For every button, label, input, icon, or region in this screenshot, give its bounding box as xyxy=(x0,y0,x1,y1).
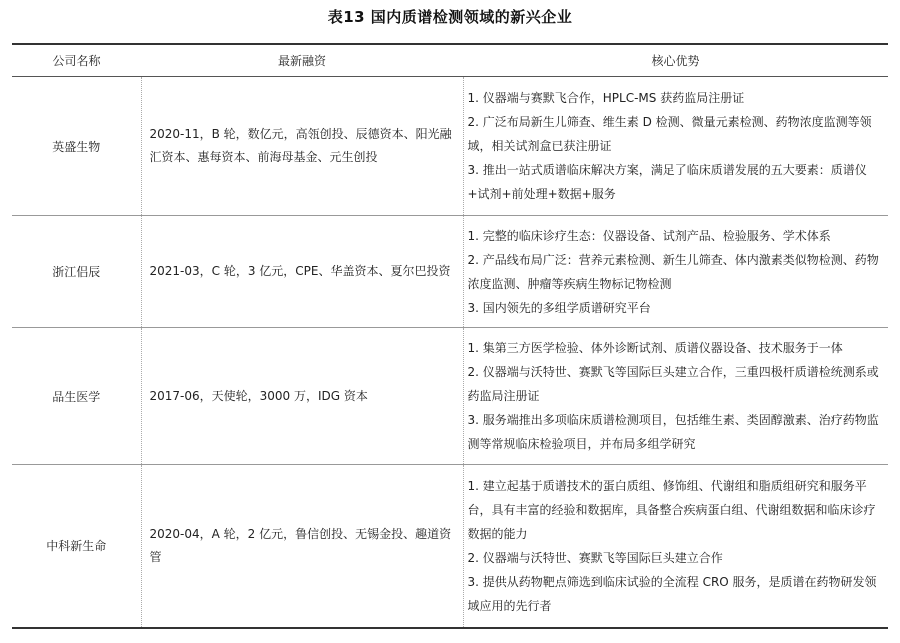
company-name: 浙江侣辰 xyxy=(12,216,141,328)
advantages-cell xyxy=(463,216,888,328)
financing-info: 2017-06，天使轮，3000 万，IDG 资本 xyxy=(141,328,463,465)
financing-info: 2021-03，C 轮，3 亿元，CPE、华盖资本、夏尔巴投资 xyxy=(141,216,463,328)
header-advantage: 核心优势 xyxy=(463,44,888,77)
company-name: 英盛生物 xyxy=(12,77,141,216)
financing-info: 2020-11，B 轮，数亿元，高瓴创投、辰德资本、阳光融汇资本、惠每资本、前海母基金、元生创投 xyxy=(141,77,463,216)
advantages-cell xyxy=(463,465,888,628)
companies-table xyxy=(12,43,888,629)
advantage-item: 3. 提供从药物靶点筛选到临床试验的全流程 CRO 服务，是质谱在药物研发领域应用的先行者 xyxy=(467,574,877,613)
financing-info: 2020-04，A 轮，2 亿元，鲁信创投、无锡金投、趣道资管 xyxy=(141,465,463,628)
advantage-item: 3. 推出一站式质谱临床解决方案，满足了临床质谱发展的五大要素：质谱仪+试剂+前处理+数据+服务 xyxy=(467,163,867,201)
advantages-cell xyxy=(463,77,888,216)
header-company: 公司名称 xyxy=(12,44,141,77)
advantage-item: 3. 服务端推出多项临床质谱检测项目，包括维生素、类固醇激素、治疗药物监测等常规临床检验项目，并布局多组学研究 xyxy=(467,413,879,451)
table-row xyxy=(12,216,888,328)
advantage-item: 2. 广泛布局新生儿筛查、维生素 D 检测、微量元素检测、药物浓度监测等领域，相关试剂盒已获注册证 xyxy=(467,115,872,153)
advantage-item: 2. 产品线布局广泛：营养元素检测、新生儿筛查、体内激素类似物检测、药物浓度监测、肿瘤等疾病生物标记物检测 xyxy=(467,252,879,291)
advantage-item: 2. 仪器端与沃特世、赛默飞等国际巨头建立合作，三重四极杆质谱检统测系或药监局注册证 xyxy=(467,365,879,403)
table-header-row xyxy=(12,44,888,77)
table-row xyxy=(12,77,888,216)
table-title: 表13 国内质谱检测领域的新兴企业 xyxy=(327,8,573,26)
table-row xyxy=(12,465,888,628)
table-row xyxy=(12,328,888,465)
advantage-item: 3. 国内领先的多组学质谱研究平台 xyxy=(467,300,651,315)
advantages-cell xyxy=(463,328,888,465)
company-name: 品生医学 xyxy=(12,328,141,465)
header-financing: 最新融资 xyxy=(141,44,463,77)
advantage-item: 1. 完整的临床诊疗生态：仪器设备、试剂产品、检验服务、学术体系 xyxy=(467,228,831,243)
advantage-item: 1. 仪器端与赛默飞合作，HPLC-MS 获药监局注册证 xyxy=(467,91,745,105)
advantage-item: 2. 仪器端与沃特世、赛默飞等国际巨头建立合作 xyxy=(467,550,723,565)
advantage-item: 1. 建立起基于质谱技术的蛋白质组、修饰组、代谢组和脂质组研究和服务平台，具有丰富的经验和数据库，具备整合疾病蛋白组、代谢组数据和临床诊疗数据的能力 xyxy=(467,478,876,541)
company-name: 中科新生命 xyxy=(12,465,141,628)
advantage-item: 1. 集第三方医学检验、体外诊断试剂、质谱仪器设备、技术服务于一体 xyxy=(467,341,843,355)
